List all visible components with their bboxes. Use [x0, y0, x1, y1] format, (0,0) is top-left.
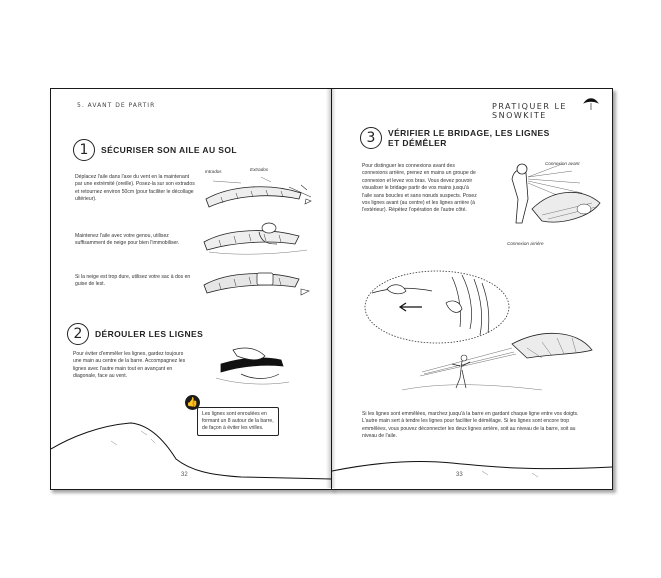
left-running-header: 5. AVANT DE PARTIR	[77, 102, 156, 109]
snow-hill-illustration	[51, 419, 332, 489]
kite-on-ground-illustration-2	[199, 222, 309, 260]
section-1-title: SÉCURISER SON AILE AU SOL	[101, 144, 237, 155]
thumbs-up-icon: 👍	[185, 395, 200, 410]
section-1-paragraph-3: Si la neige est trop dure, utilisez votre sac à dos en guise de lest.	[75, 274, 191, 288]
section-3-heading	[360, 127, 550, 149]
tip-callout: Les lignes sont enroulées en formant un 8 autour de la barre, de façon à éviter les vrilles.	[197, 407, 279, 436]
step-number-2: 2	[67, 323, 89, 345]
section-1-paragraph-1: Déplacez l'aile dans l'axe du vent en la maintenant par une extrémité (oreille). Posez-la sur son extrados et retournez environ 50cm (pour faciliter le décollage ultérieur).	[75, 174, 195, 203]
left-page-number: 32	[181, 472, 188, 478]
step-number-1: 1	[73, 139, 95, 161]
right-page-number: 33	[456, 472, 463, 478]
left-page	[50, 88, 333, 490]
label-connexion-avant: Connexion avant	[545, 161, 580, 166]
section-3-title-line-1: VÉRIFIER LE BRIDAGE, LES LIGNES	[388, 127, 550, 138]
section-3-paragraph-2: Si les lignes sont emmêlées, marchez jusqu'à la barre en gardant chaque ligne entre vos doigts. L'autre main sert à tendre les lignes pour faciliter le démêlage. Si les lignes sont encore trop emmêlées, vous pouvez déconnecter les deux lignes arrière, soit au niveau de la barre, soit au niveau de l'aile.	[362, 411, 579, 440]
kite-on-ground-illustration-1	[201, 177, 311, 217]
label-connexion-arriere: Connexion arrière	[507, 241, 544, 246]
book-gutter	[326, 88, 336, 488]
snow-ground-illustration	[332, 449, 612, 489]
section-3-paragraph-1: Pour distinguer les connexions avant des connexions arrière, prenez en mains un groupe de connexion et levez vos bras. Vous devez pouvoir visualiser le bridage partir de vos mains jusqu'à l'aile sans boucles et sans nœuds suspects. Posez vos lignes avant (au centre) et les lignes arrière (à l'extérieur). Répétez l'opération de l'autre côté.	[362, 163, 477, 214]
kite-logo-icon	[582, 95, 600, 113]
section-2-heading	[67, 323, 203, 345]
right-running-header: PRATIQUER LE SNOWKITE	[492, 102, 567, 120]
right-page	[331, 88, 613, 490]
label-intrados: Intrados	[205, 169, 222, 174]
section-2-title: DÉROULER LES LIGNES	[95, 328, 204, 339]
kite-on-ground-illustration-3	[199, 265, 309, 303]
section-3-title-line-2: ET DÉMÊLER	[388, 138, 447, 148]
kite-lines-layout-illustration	[402, 324, 602, 404]
bridle-check-illustration	[492, 159, 602, 239]
control-bar-illustration	[211, 344, 291, 388]
section-1-heading	[73, 139, 237, 161]
step-number-3: 3	[360, 127, 382, 149]
open-book	[50, 88, 612, 488]
section-1-paragraph-2: Maintenez l'aile avec votre genou, utilisez suffisamment de neige pour bien l'immobiliser.	[75, 233, 180, 247]
section-2-paragraph: Pour éviter d'emmêler les lignes, gardez toujours une main au centre de la barre. Accompagnez les lignes avec l'autre main tout en avançant en diagonale, face au vent.	[73, 351, 186, 380]
label-extrados: Extrados	[250, 167, 269, 172]
